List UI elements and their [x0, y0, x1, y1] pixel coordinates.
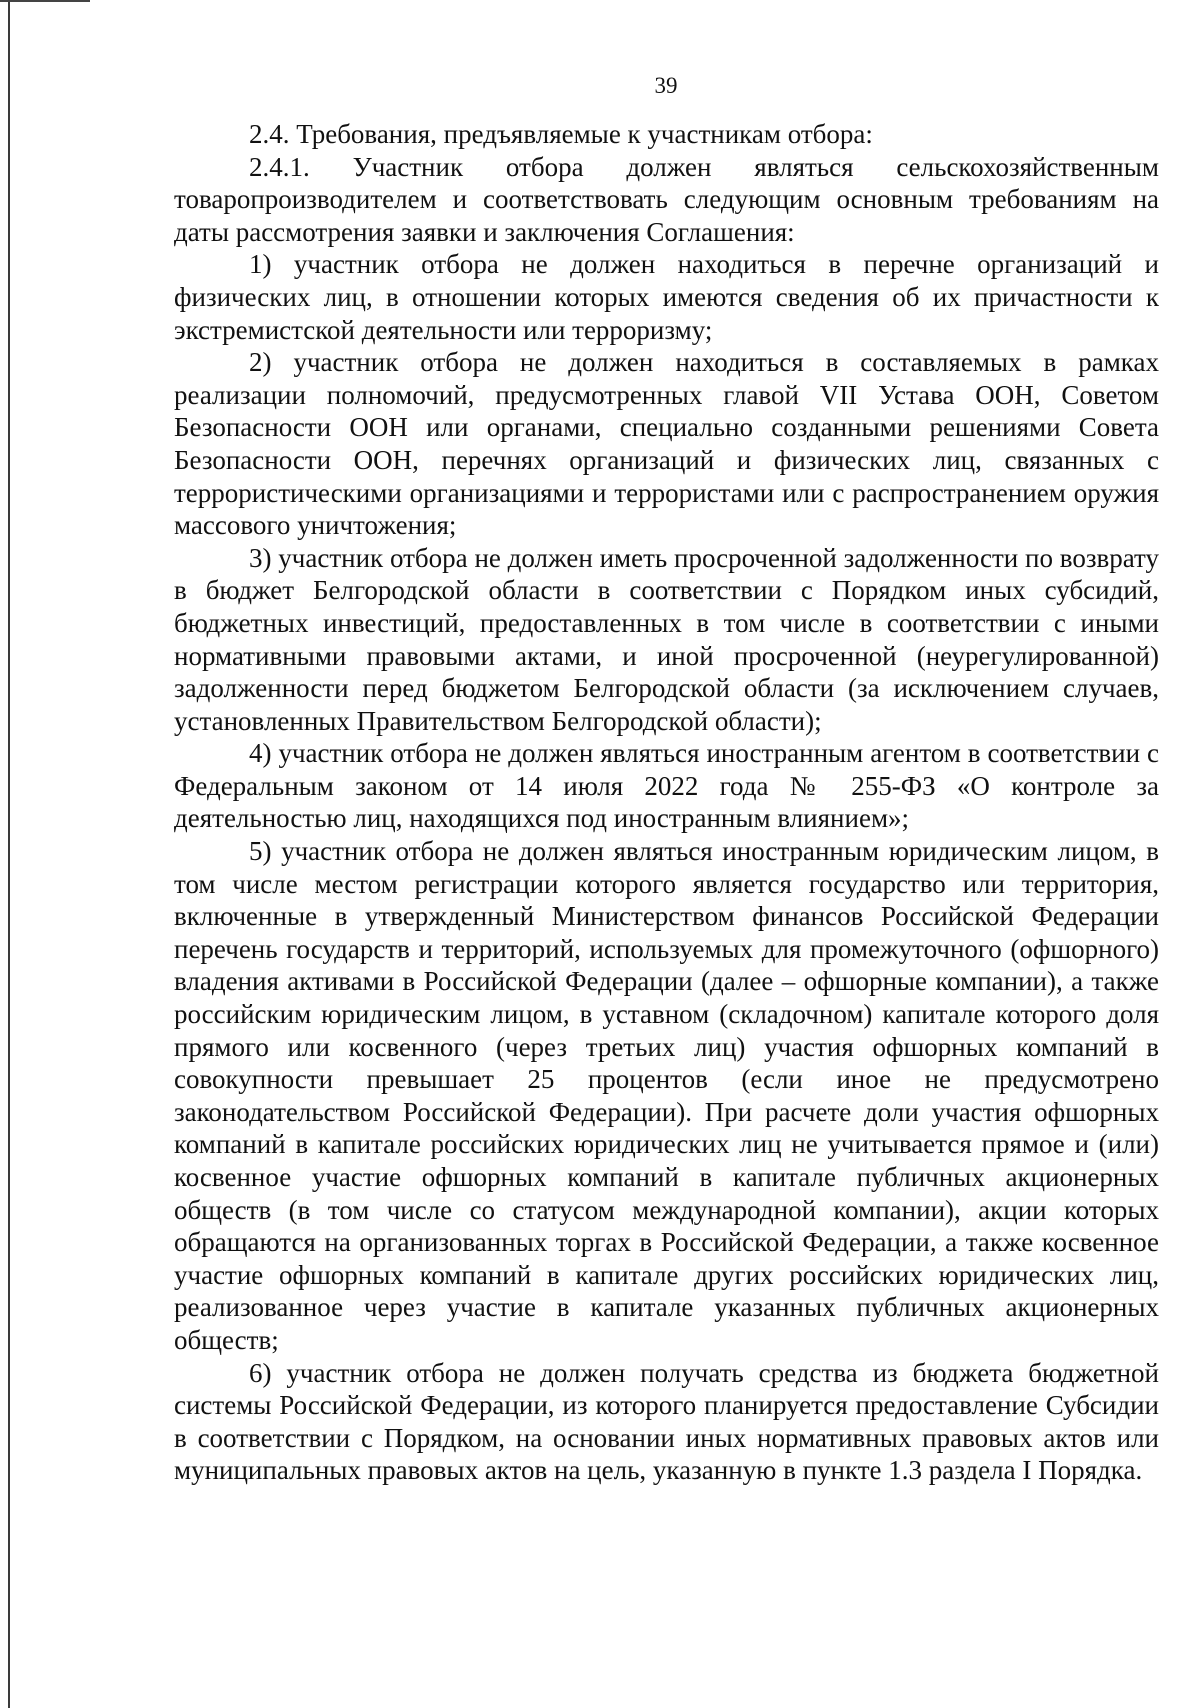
paragraph-item-3: 3) участник отбора не должен иметь просроченной задолженности по возврату в бюджет Белгородской области в соответствии с Порядком иных субсидий, бюджетных инвестиций, предоставленных в том числе в соответствии с иными нормативными правовыми актами, и иной просроченной (неурегулированной) задолженности перед бюджетом Белгородской области (за исключением случаев, установленных Правительством Белгородской области);: [174, 542, 1159, 736]
paragraph-item-5: 5) участник отбора не должен являться иностранным юридическим лицом, в том числе местом регистрации которого является государство или территория, включенные в утвержденный Министерством финансов Российской Федерации перечень государств и территорий, используемых для промежуточного (офшорного) владения активами в Российской Федерации (далее – офшорные компании), а также российским юридическим лицом, в уставном (складочном) капитале которого доля прямого или косвенного (через третьих лиц) участия офшорных компаний в совокупности превышает 25 процентов (если иное не предусмотрено законодательством Российской Федерации). При расчете доли участия офшорных компаний в капитале российских юридических лиц не учитывается прямое и (или) косвенное участие офшорных компаний в капитале публичных акционерных обществ (в том числе со статусом международной компании), акции которых обращаются на организованных торгах в Российской Федерации, а также косвенное участие офшорных компаний в капитале других российских юридических лиц, реализованное через участие в капитале указанных публичных акционерных обществ;: [174, 836, 1159, 1355]
page-number: 39: [654, 73, 678, 98]
scan-edge-left: [8, 0, 10, 1708]
paragraph-item-6: 6) участник отбора не должен получать средства из бюджета бюджетной системы Российской Федерации, из которого планируется предоставление Субсидии в соответствии с Порядком, на основании иных нормативных правовых актов или муниципальных правовых актов на цель, указанную в пункте 1.3 раздела I Порядка.: [174, 1357, 1159, 1486]
document-body: [174, 118, 1159, 1487]
section-heading: 2.4. Требования, предъявляемые к участникам отбора:: [249, 119, 873, 149]
paragraph-2-4-1: 2.4.1. Участник отбора должен являться сельскохозяйственным товаропроизводителем и соответствовать следующим основным требованиям на даты рассмотрения заявки и заключения Соглашения:: [174, 151, 1159, 247]
paragraph-item-2: 2) участник отбора не должен находиться в составляемых в рамках реализации полномочий, предусмотренных главой VII Устава ООН, Советом Безопасности ООН или органами, специально созданными решениями Совета Безопасности ООН, перечнях организаций и физических лиц, связанных с террористическими организациями и террористами или с распространением оружия массового уничтожения;: [174, 347, 1159, 541]
paragraph-item-4: 4) участник отбора не должен являться иностранным агентом в соответствии с Федеральным законом от 14 июля 2022 года № 255-ФЗ «О контроле за деятельностью лиц, находящихся под иностранным влиянием»;: [174, 738, 1159, 834]
paragraph-item-1: 1) участник отбора не должен находиться в перечне организаций и физических лиц, в отношении которых имеются сведения об их причастности к экстремистской деятельности или терроризму;: [174, 249, 1159, 345]
scan-edge-top: [0, 0, 90, 2]
